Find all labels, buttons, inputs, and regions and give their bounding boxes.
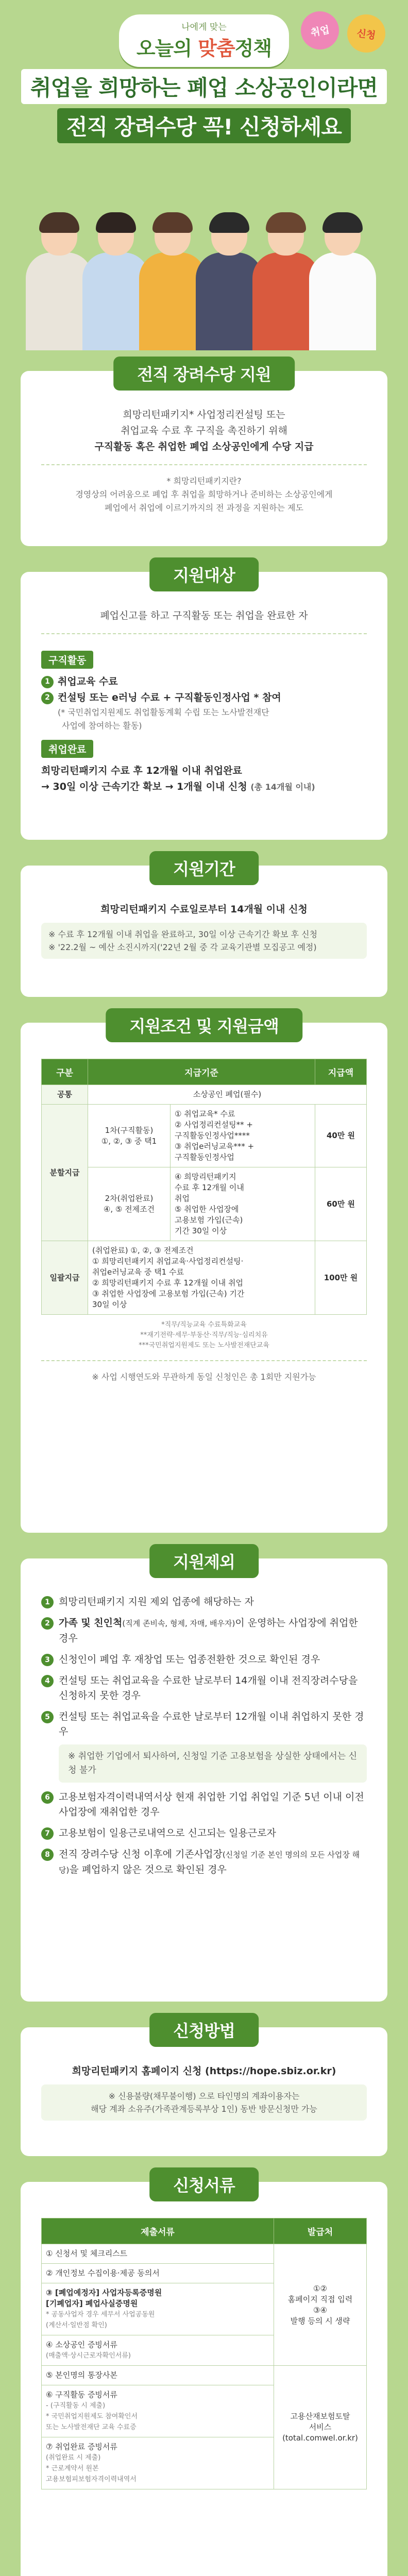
table-cell: ⑥ 구직활동 증빙서류 - (구직활동 시 제출) * 국민취업지원제도 참여확인서 또는 노사발전재단 교육 수료증: [42, 2385, 274, 2437]
section-period: [21, 859, 387, 997]
list-item: 7 고용보험이 일용근로내역으로 신고되는 일용근로자: [41, 1826, 367, 1841]
section-title: 신청서류: [149, 2167, 259, 2201]
hero-title: [0, 67, 408, 145]
list-item: 6 고용보험자격이력내역서상 현재 취업한 기업 취업일 기준 5년 이내 이전 사업장에 재취업한 경우: [41, 1790, 367, 1820]
table-cell: (취업완료) ①, ②, ③ 전제조건 ① 희망리턴패키지 취업교육·사업정리컨설팅· 취업e러닝교육 중 택1 수료 ② 희망리턴패키지 수료 후 12개월 이내 취업 ③ 취업한 사업장에 고용보험 가입(근속) 기간 30일 이상: [88, 1241, 315, 1315]
table-cell: ④ 소상공인 증빙서류 (매출액·상시근로자확인서류): [42, 2335, 274, 2366]
note-line: ※ '22.2월 ~ 예산 소진시까지('22년 2월 중 각 교육기관별 모집공고 예정): [48, 942, 317, 952]
text-note: (총 14개월 이내): [250, 782, 315, 792]
table-cell-amount: 40만 원: [315, 1105, 367, 1167]
section-title: 전직 장려수당 지원: [113, 357, 295, 391]
list-item: 8 전직 장려수당 신청 이후에 기존사업장(신청일 기준 본인 명의의 모든 사업장 해당)을 폐업하지 않은 것으로 확인된 경우: [41, 1847, 367, 1878]
hero-title-line2: 전직 장려수당 꼭! 신청하세요: [57, 108, 351, 143]
table-cell: 공통: [42, 1085, 88, 1105]
text-line: 희망리턴패키지* 사업정리컨설팅 또는: [123, 409, 285, 420]
column-header: 지급액: [315, 1059, 367, 1085]
table-cell: 고용산재보험토탈 서비스 (total.comwel.or.kr): [274, 2366, 367, 2489]
note-box: ※ 신용불량(채무불이행) 으로 타인명의 계좌이용자는 해당 계좌 소유주(가족관계등록부상 1인) 동반 방문신청만 가능: [41, 2084, 367, 2121]
application-url[interactable]: 희망리턴패키지 홈페이지 신청 (https://hope.sbiz.or.kr): [72, 2065, 336, 2077]
series-title-c: 정책: [234, 37, 272, 60]
section-title: 지원조건 및 지원금액: [106, 1008, 302, 1042]
section-exclusions: [21, 1552, 387, 2002]
section-documents: [21, 2176, 387, 2576]
section-title: 지원기간: [149, 851, 259, 885]
conditions-table: [41, 1059, 367, 1315]
table-row: [42, 1105, 367, 1167]
divider: [41, 1360, 367, 1361]
text-line: 취업교육 수료 후 구직을 촉진하기 위해: [121, 425, 287, 436]
documents-table: [41, 2218, 367, 2489]
table-cell: ⑤ 본인명의 통장사본: [42, 2366, 274, 2385]
text-line: → 30일 이상 근속기간 확보 → 1개월 이내 신청: [41, 781, 247, 792]
note-line: (* 국민취업지원제도 취업활동계획 수립 또는 노사발전재단: [58, 707, 269, 717]
table-cell: ① 신청서 및 체크리스트: [42, 2244, 274, 2264]
table-header-row: [42, 1059, 367, 1085]
table-row: [42, 1241, 367, 1315]
table-cell: ④ 희망리턴패키지 수료 후 12개월 이내 취업 ⑤ 취업한 사업장에 고용보험 가입(근속) 기간 30일 이상: [171, 1167, 315, 1241]
table-row: [42, 1085, 367, 1105]
group-label-employed: 취업완료: [41, 740, 93, 758]
text-line: 희망리턴패키지 수료 후 12개월 이내 취업완료: [41, 765, 242, 776]
text-line: 희망리턴패키지 수료일로부터 14개월 이내 신청: [100, 904, 308, 915]
people-illustration: [26, 155, 382, 350]
table-cell-amount: 100만 원: [315, 1241, 367, 1315]
hero-banner: [0, 0, 408, 350]
series-title-b: 맞춤: [198, 37, 235, 60]
intro-text: 폐업신고를 하고 구직활동 또는 취업을 완료한 자: [100, 610, 308, 621]
section-title: 신청방법: [149, 2013, 259, 2047]
table-cell: 소상공인 폐업(필수): [88, 1085, 367, 1105]
note-line: ※ 사업 시행연도와 무관하게 동일 신청인은 총 1회만 지원가능: [92, 1372, 316, 1382]
badge-apply: 신청: [345, 12, 388, 55]
section-conditions-amounts: [21, 1016, 387, 1533]
column-header: 발급처: [274, 2218, 367, 2244]
section-allowance-support: [21, 365, 387, 546]
table-cell: ①② 홈페이지 직접 입력 ③④ 발행 등의 시 생략: [274, 2244, 367, 2366]
number-badge: 1: [41, 676, 54, 688]
table-cell: ② 개인정보 수집이용·제공 동의서: [42, 2264, 274, 2283]
section-title: 지원대상: [149, 557, 259, 591]
list-item: 컨설팅 또는 e러닝 수료 + 구직활동인정사업 * 참여: [58, 692, 281, 703]
note-box: ※ 취업한 기업에서 퇴사하여, 신청일 기준 고용보험을 상실한 상태에서는 신청 불가: [59, 1744, 367, 1783]
note-heading: * 희망리턴패키지란?: [166, 476, 242, 486]
number-badge: 2: [41, 692, 54, 704]
note-box: [41, 923, 367, 959]
divider: [41, 464, 367, 465]
table-header-row: [42, 2218, 367, 2244]
text-line: 구직활동 혹은 취업한 폐업 소상공인에게 수당 지급: [94, 441, 314, 452]
section-eligibility: [21, 566, 387, 840]
column-header: 제출서류: [42, 2218, 274, 2244]
table-cell: ⑦ 취업완료 증빙서류 (취업완료 시 제출) * 근로계약서 원본 고용보험피보험자격이력내역서: [42, 2437, 274, 2489]
table-cell: 분할지급: [42, 1105, 88, 1241]
note-line: ※ 수료 후 12개월 이내 취업을 완료하고, 30일 이상 근속기간 확보 후 신청: [48, 929, 318, 939]
list-item: 5 컨설팅 또는 취업교육을 수료한 날로부터 12개월 이내 취업하지 못한 경우: [41, 1709, 367, 1739]
list-item: 2 가족 및 친인척(직계 존비속, 형제, 자매, 배우자)이 운영하는 사업장에 취업한 경우: [41, 1616, 367, 1646]
section-how-to-apply: [21, 2021, 387, 2156]
divider: [41, 633, 367, 634]
badge-employment: 취업: [298, 8, 342, 53]
table-footnotes: *직무/직능교육 수료특화교육 **재기전략·세무·부동산·직무/직능·심리치유 ***국민취업지원제도 또는 노사발전재단교육: [139, 1321, 269, 1349]
table-cell: 일괄지급: [42, 1241, 88, 1315]
table-cell: ① 취업교육* 수료 ② 사업정리컨설팅** + 구직활동인정사업**** ③ 취업e러닝교육*** + 구직활동인정사업: [171, 1105, 315, 1167]
table-row: [42, 1167, 367, 1241]
column-header: 지급기준: [88, 1059, 315, 1085]
column-header: 구분: [42, 1059, 88, 1085]
series-logo: [0, 14, 408, 67]
series-title-a: 오늘의: [136, 37, 198, 60]
hero-title-line1: 취업을 희망하는 폐업 소상공인이라면: [21, 69, 387, 104]
list-item: 4 컨설팅 또는 취업교육을 수료한 날로부터 14개월 이내 전직장려수당을 신청하지 못한 경우: [41, 1673, 367, 1703]
table-cell: 2차(취업완료) ④, ⑤ 전제조건: [88, 1167, 171, 1241]
table-cell: ③ [폐업예정자] 사업자등록증명원 [기폐업자] 폐업사실증명원 * 공동사업자 경우 세무서 사업공동원 (계산서·일반점 확인): [42, 2283, 274, 2335]
note-line: 경영상의 어려움으로 폐업 후 취업을 희망하거나 준비하는 소상공인에게: [75, 489, 333, 499]
person-illustration: [309, 215, 376, 350]
list-item: 3 신청인이 폐업 후 재창업 또는 업종전환한 것으로 확인된 경우: [41, 1652, 367, 1667]
list-item: 취업교육 수료: [58, 676, 118, 687]
section-title: 지원제외: [149, 1544, 259, 1578]
series-subtitle: 나에게 맞는: [181, 22, 227, 32]
table-cell: 1차(구직활동) ①, ②, ③ 중 택1: [88, 1105, 171, 1167]
table-cell-amount: 60만 원: [315, 1167, 367, 1241]
group-label-job-search: 구직활동: [41, 651, 93, 669]
note-line: 폐업에서 취업에 이르기까지의 전 과정을 지원하는 제도: [104, 503, 303, 513]
list-item: 1 희망리턴패키지 지원 제외 업종에 해당하는 자: [41, 1595, 367, 1609]
table-row: [42, 2244, 367, 2264]
table-row: [42, 2366, 367, 2385]
note-line: 사업에 참여하는 활동): [62, 721, 142, 731]
